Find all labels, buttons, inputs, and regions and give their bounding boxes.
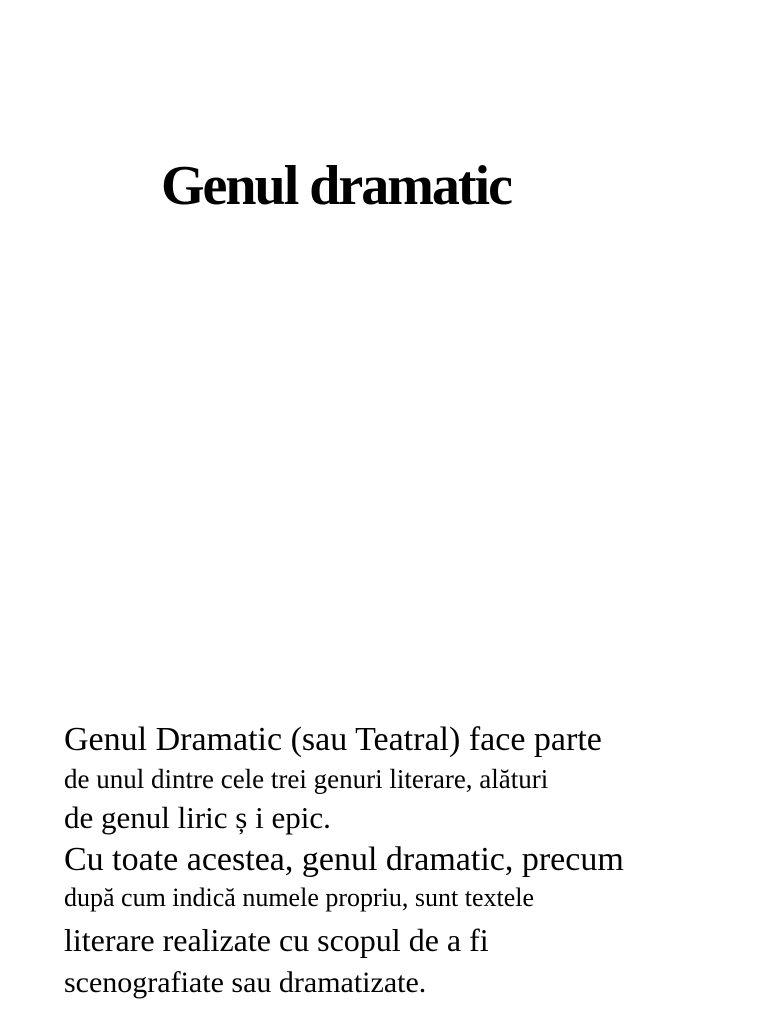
body-line-2: de unul dintre cele trei genuri literare, alături xyxy=(64,764,549,794)
body-line-1: Genul Dramatic (sau Teatral) face parte xyxy=(64,721,602,758)
body-line-5: după cum indică numele propriu, sunt textele xyxy=(64,883,535,912)
body-line-4: Cu toate acestea, genul dramatic, precum xyxy=(64,841,624,878)
slide-body-text xyxy=(64,718,754,1002)
slide-title: Genul dramatic xyxy=(161,155,511,217)
body-line-7: scenografiate sau dramatizate. xyxy=(64,966,427,999)
body-line-3: de genul liric ș i epic. xyxy=(64,800,331,835)
body-line-6: literare realizate cu scopul de a fi xyxy=(64,922,489,958)
